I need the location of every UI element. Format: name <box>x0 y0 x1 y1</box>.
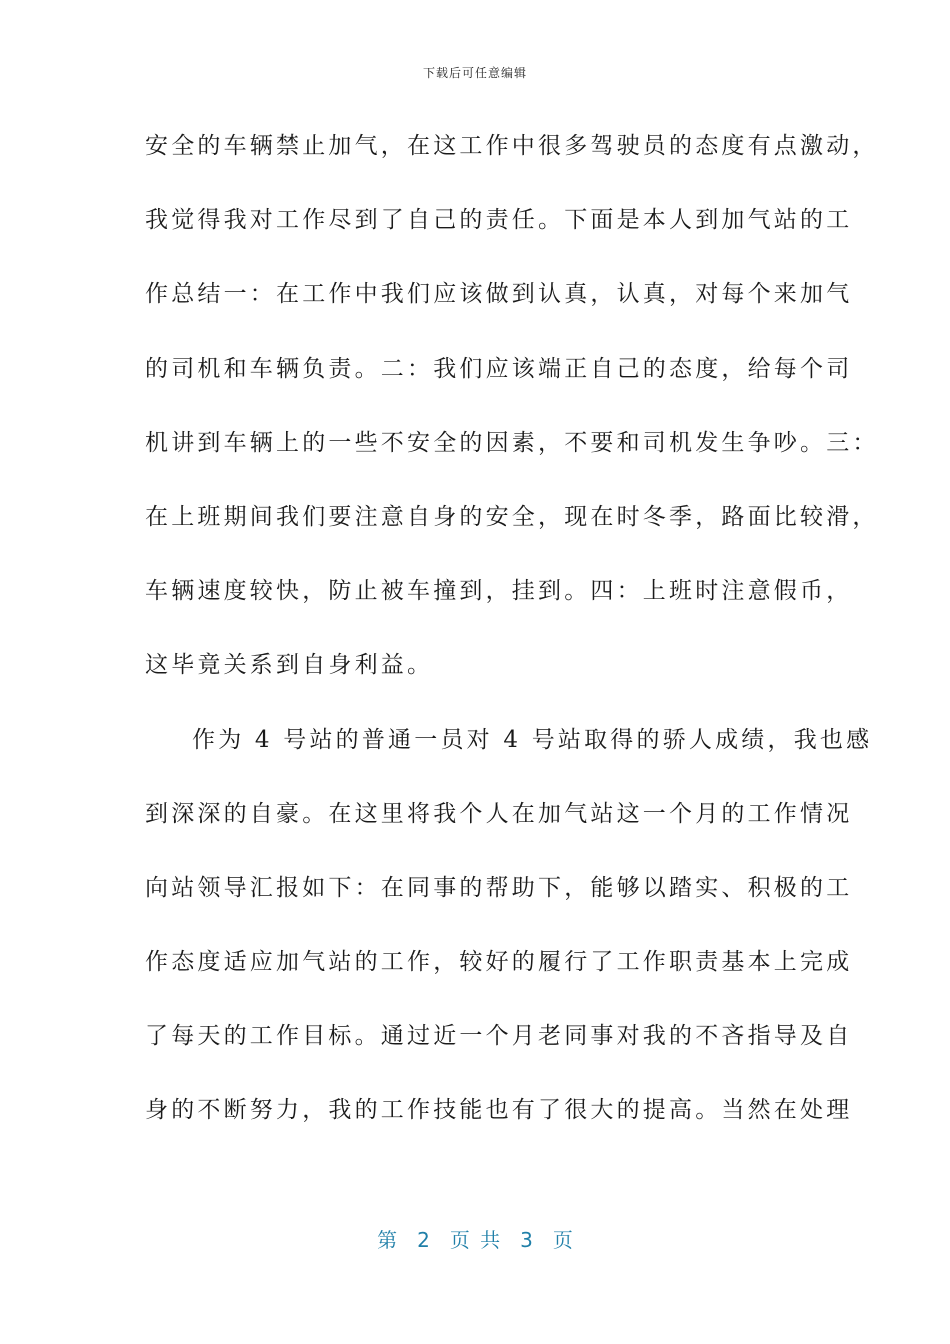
text-line-indented: 作为 4 号站的普通一员对 4 号站取得的骄人成绩，我也感 <box>192 726 873 753</box>
footer-suffix: 页 <box>552 1228 573 1252</box>
text-line: 我觉得我对工作尽到了自己的责任。下面是本人到加气站的工 <box>145 207 853 234</box>
total-pages-number: 3 <box>520 1228 533 1252</box>
text-line: 机讲到车辆上的一些不安全的因素，不要和司机发生争吵。三： <box>145 429 879 456</box>
page-footer <box>0 1224 950 1253</box>
footer-middle: 页 共 <box>449 1228 501 1252</box>
footer-prefix: 第 <box>377 1228 398 1252</box>
text-line: 作总结一：在工作中我们应该做到认真，认真，对每个来加气 <box>145 281 853 308</box>
text-line: 向站领导汇报如下：在同事的帮助下，能够以踏实、积极的工 <box>145 874 853 901</box>
paragraph <box>145 122 879 716</box>
text-line: 车辆速度较快，防止被车撞到，挂到。四：上班时注意假币， <box>145 578 853 605</box>
current-page-number: 2 <box>417 1228 430 1252</box>
document-body <box>145 122 879 1161</box>
page-header: 下载后可任意编辑 <box>422 66 527 80</box>
text-line: 安全的车辆禁止加气，在这工作中很多驾驶员的态度有点激动， <box>145 133 879 159</box>
text-line: 身的不断努力，我的工作技能也有了很大的提高。当然在处理 <box>145 1097 853 1124</box>
text-line: 在上班期间我们要注意自身的安全，现在时冬季，路面比较滑， <box>145 503 879 530</box>
text-line: 作态度适应加气站的工作，较好的履行了工作职责基本上完成 <box>145 949 853 976</box>
text-line: 这毕竟关系到自身利益。 <box>145 652 434 679</box>
text-line: 到深深的自豪。在这里将我个人在加气站这一个月的工作情况 <box>145 800 853 827</box>
paragraph <box>145 716 873 1161</box>
text-line: 的司机和车辆负责。二：我们应该端正自己的态度，给每个司 <box>145 355 853 382</box>
text-line: 了每天的工作目标。通过近一个月老同事对我的不吝指导及自 <box>145 1023 853 1050</box>
